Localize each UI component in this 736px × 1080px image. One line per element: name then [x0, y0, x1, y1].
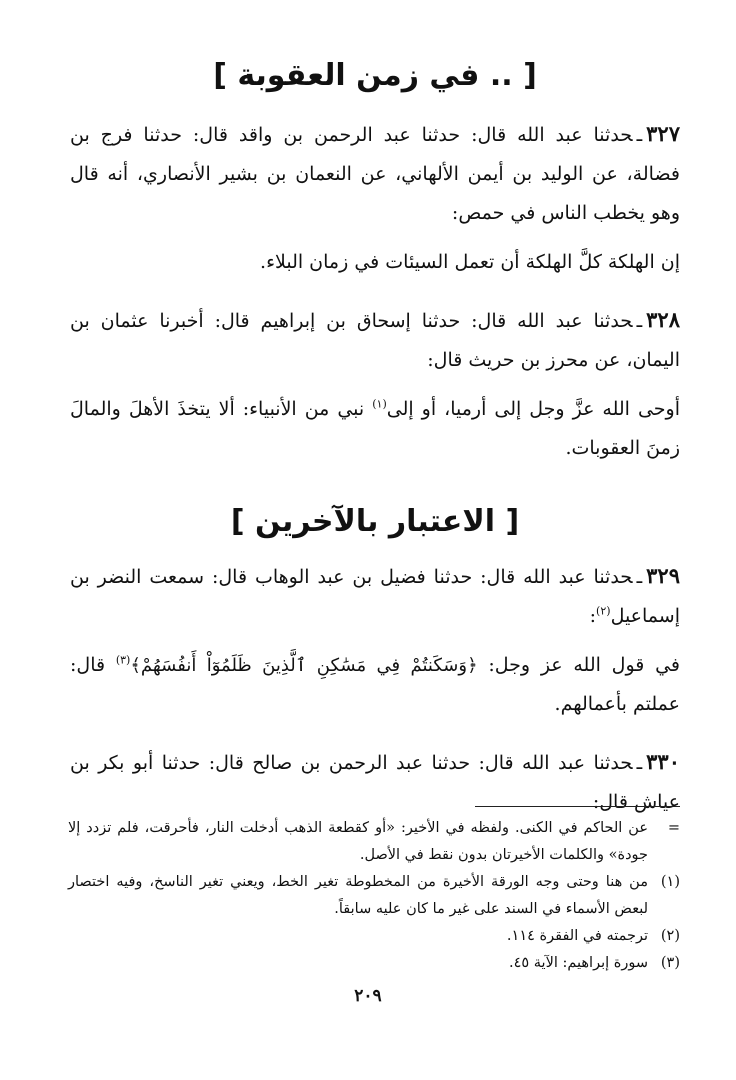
quote-text: قال: عملتم بأعمالهم.: [70, 654, 680, 715]
hadith-number: ٣٢٩: [646, 563, 680, 588]
hadith-330: [70, 742, 680, 822]
hadith-number: ٣٢٨: [646, 307, 680, 332]
page-body: [70, 48, 680, 822]
footnote-text: سورة إبراهيم: الآية ٤٥.: [508, 955, 648, 971]
footnote-3: [68, 950, 680, 977]
quote-text: أوحى الله عزَّ وجل إلى أرميا، أو إلى: [386, 398, 680, 420]
hadith-text: حدثنا عبد الله قال: حدثنا عبد الرحمن بن صالح قال: حدثنا أبو بكر بن عياش قال:: [70, 752, 680, 813]
dash: ـ: [636, 124, 643, 146]
hadith-328: [70, 300, 680, 380]
dash: ـ: [636, 566, 643, 588]
page-number: ٢٠٩: [354, 986, 382, 1006]
footnote-mark: =: [667, 820, 680, 836]
hadith-text-end: :: [589, 605, 597, 627]
footnote-text: ترجمته في الفقرة ١١٤.: [506, 928, 648, 944]
footnote-mark: (٢): [660, 928, 680, 944]
hadith-328-quote: [70, 390, 680, 468]
footnote-text: من هنا وحتى وجه الورقة الأخيرة من المخطوطة تغير الخط، ويعني تغير الناسخ، وفيه اختصار لبعض الأسماء في السند على غير ما كان عليه سابقاً.: [68, 874, 648, 917]
footnote-text: عن الحاكم في الكنى. ولفظه في الأخير: «أو كقطعة الذهب أدخلت النار، فأحرقت، فلم تزدد إلا جودة» والكلمات الأخيرتان بدون نقط في الأصل.: [68, 820, 648, 863]
quote-text: نبي من الأنبياء: ألا يتخذَ الأهلَ والمالَ زمنَ العقوبات.: [70, 398, 680, 459]
dash: ـ: [636, 310, 643, 332]
hadith-329: [70, 556, 680, 636]
footnote-continued: [68, 815, 680, 869]
footnote-ref-2: (٢): [596, 604, 611, 618]
footnote-ref-1: (١): [372, 397, 387, 411]
hadith-number: ٣٣٠: [646, 749, 680, 774]
dash: ـ: [636, 752, 643, 774]
quote-text: في قول الله عز وجل:: [488, 654, 680, 676]
hadith-text: حدثنا عبد الله قال: حدثنا فضيل بن عبد الوهاب قال: سمعت النضر بن إسماعيل: [70, 566, 680, 627]
hadith-number: ٣٢٧: [646, 121, 680, 146]
footnote-1: [68, 869, 680, 923]
footnotes: [68, 815, 680, 977]
footnote-mark: (٣): [660, 955, 680, 971]
hadith-text: حدثنا عبد الله قال: حدثنا عبد الرحمن بن واقد قال: حدثنا فرج بن فضالة، عن الوليد بن أيمن الألهاني، عن النعمان بن بشير الأنصاري، أنه قال وهو يخطب الناس في حمص:: [70, 124, 680, 224]
footnote-2: [68, 923, 680, 950]
hadith-text: حدثنا عبد الله قال: حدثنا إسحاق بن إبراهيم قال: أخبرنا عثمان بن اليمان، عن محرز بن حريث قال:: [70, 310, 680, 371]
footnote-ref-3: (٣): [115, 653, 131, 667]
hadith-327-quote: إن الهلكة كلَّ الهلكة أن تعمل السيئات في زمان البلاء.: [260, 251, 680, 273]
hadith-327: [70, 114, 680, 233]
footnote-separator: [475, 806, 680, 807]
footnote-mark: (١): [660, 874, 680, 890]
hadith-329-quote: [70, 646, 680, 724]
section-title-punishment-time: [ .. في زمن العقوبة ]: [213, 58, 537, 93]
section-title-learning-from-others: [ الاعتبار بالآخرين ]: [230, 504, 520, 539]
quran-verse: ﴿وَسَكَنتُمْ فِي مَسَٰكِنِ ٱلَّذِينَ ظَلَمُوٓاْ أَنفُسَهُمْ﴾: [130, 655, 478, 676]
